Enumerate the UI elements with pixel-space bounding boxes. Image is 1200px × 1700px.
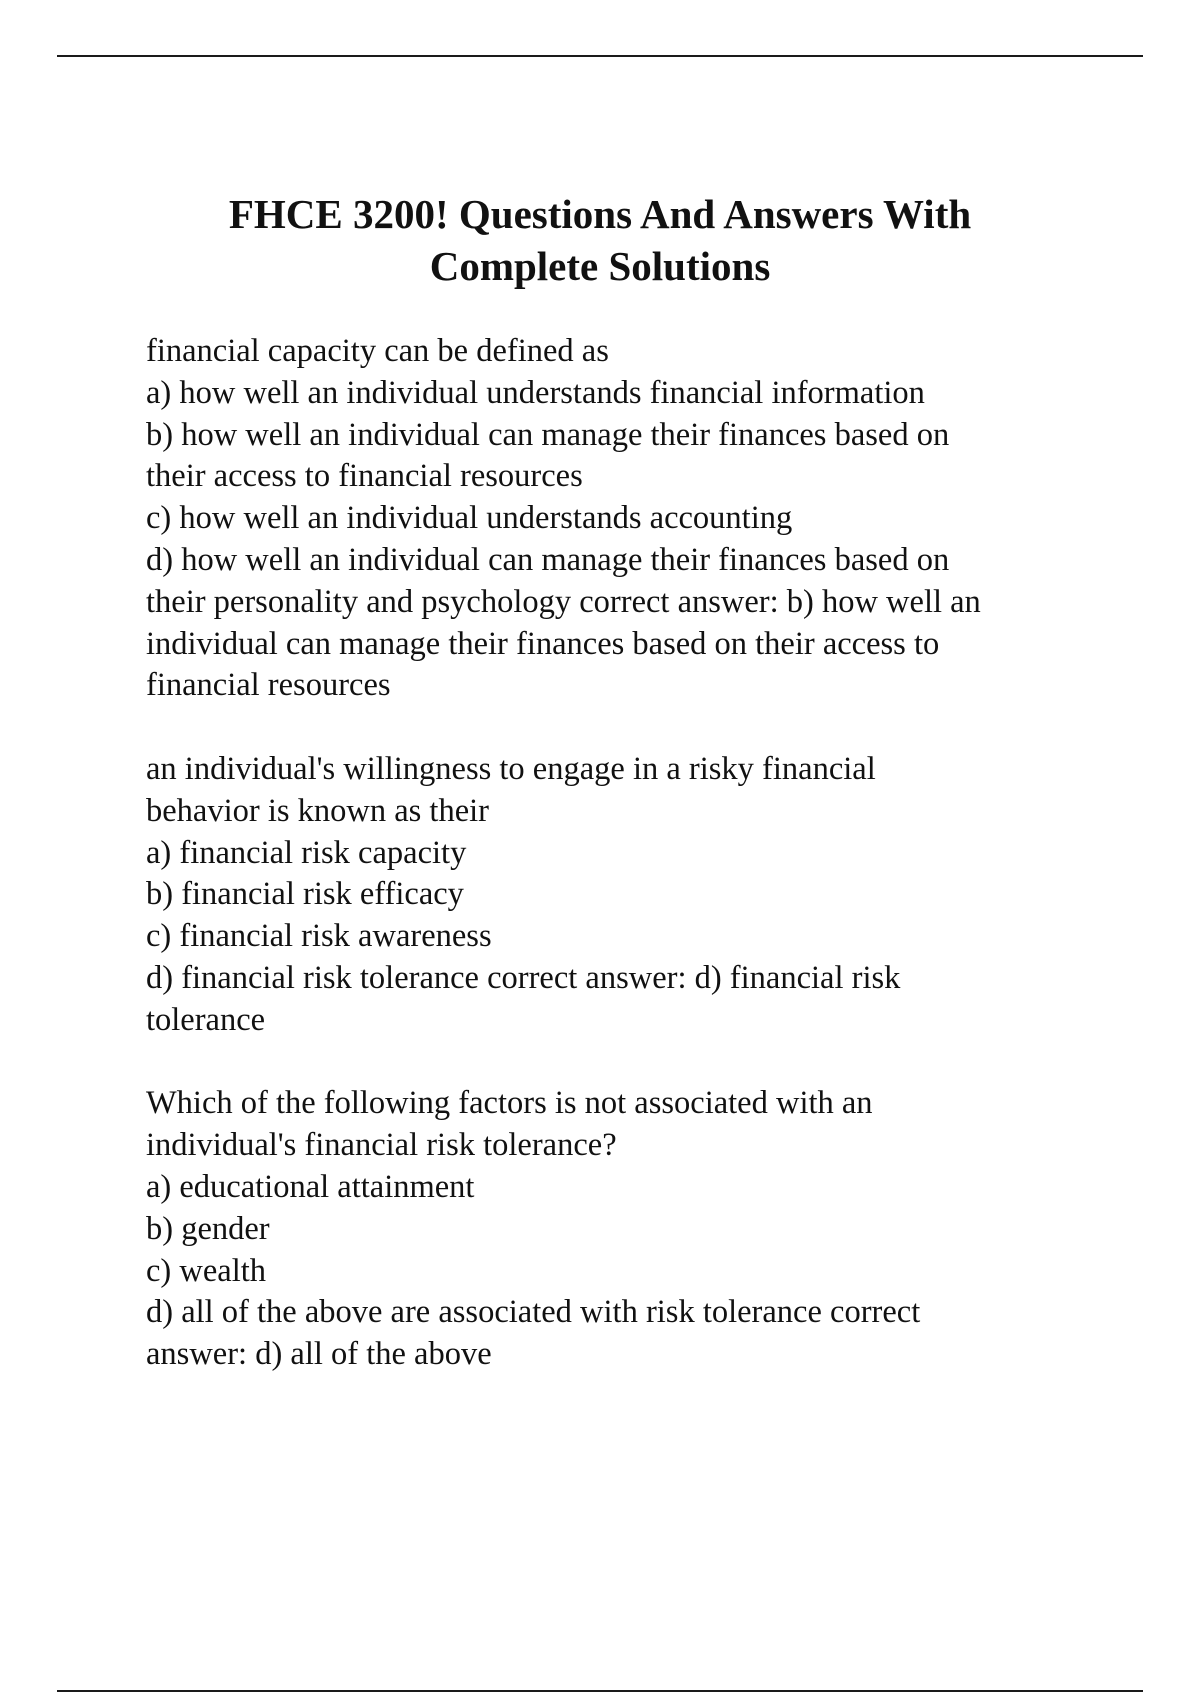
title-line: FHCE 3200! Questions And Answers With xyxy=(228,191,972,237)
answer-line: d) financial risk tolerance correct answer: d) financial risk xyxy=(146,959,901,996)
question-block-3 xyxy=(146,1083,1096,1376)
question-line: individual's financial risk tolerance? xyxy=(146,1127,617,1164)
option-line: their access to financial resources xyxy=(146,458,583,495)
question-block-1 xyxy=(146,331,1096,707)
option-line: a) educational attainment xyxy=(146,1168,475,1205)
answer-line: financial resources xyxy=(146,667,391,704)
question-line: financial capacity can be defined as xyxy=(146,333,609,369)
question-block-2 xyxy=(146,749,1096,1042)
option-line: b) gender xyxy=(146,1210,270,1247)
document-body xyxy=(146,331,1096,1376)
page-title xyxy=(120,188,1080,292)
option-line: c) wealth xyxy=(146,1252,267,1289)
option-line: c) how well an individual understands accounting xyxy=(146,500,793,537)
top-rule xyxy=(57,55,1143,57)
option-line: b) financial risk efficacy xyxy=(146,876,464,913)
question-line: behavior is known as their xyxy=(146,792,489,829)
answer-line: answer: d) all of the above xyxy=(146,1336,492,1373)
answer-line: tolerance xyxy=(146,1001,266,1038)
option-line: a) how well an individual understands financial information xyxy=(146,374,925,411)
answer-line: individual can manage their finances based on their access to xyxy=(146,625,940,662)
option-line: c) financial risk awareness xyxy=(146,918,492,955)
option-line: d) how well an individual can manage their finances based on xyxy=(146,541,950,578)
title-line: Complete Solutions xyxy=(429,243,771,289)
option-line: b) how well an individual can manage their finances based on xyxy=(146,416,950,453)
question-line: Which of the following factors is not associated with an xyxy=(146,1085,873,1122)
answer-line: their personality and psychology correct answer: b) how well an xyxy=(146,583,981,620)
question-line: an individual's willingness to engage in a risky financial xyxy=(146,750,876,787)
answer-line: d) all of the above are associated with risk tolerance correct xyxy=(146,1294,921,1331)
option-line: a) financial risk capacity xyxy=(146,834,467,871)
bottom-rule xyxy=(57,1690,1143,1692)
